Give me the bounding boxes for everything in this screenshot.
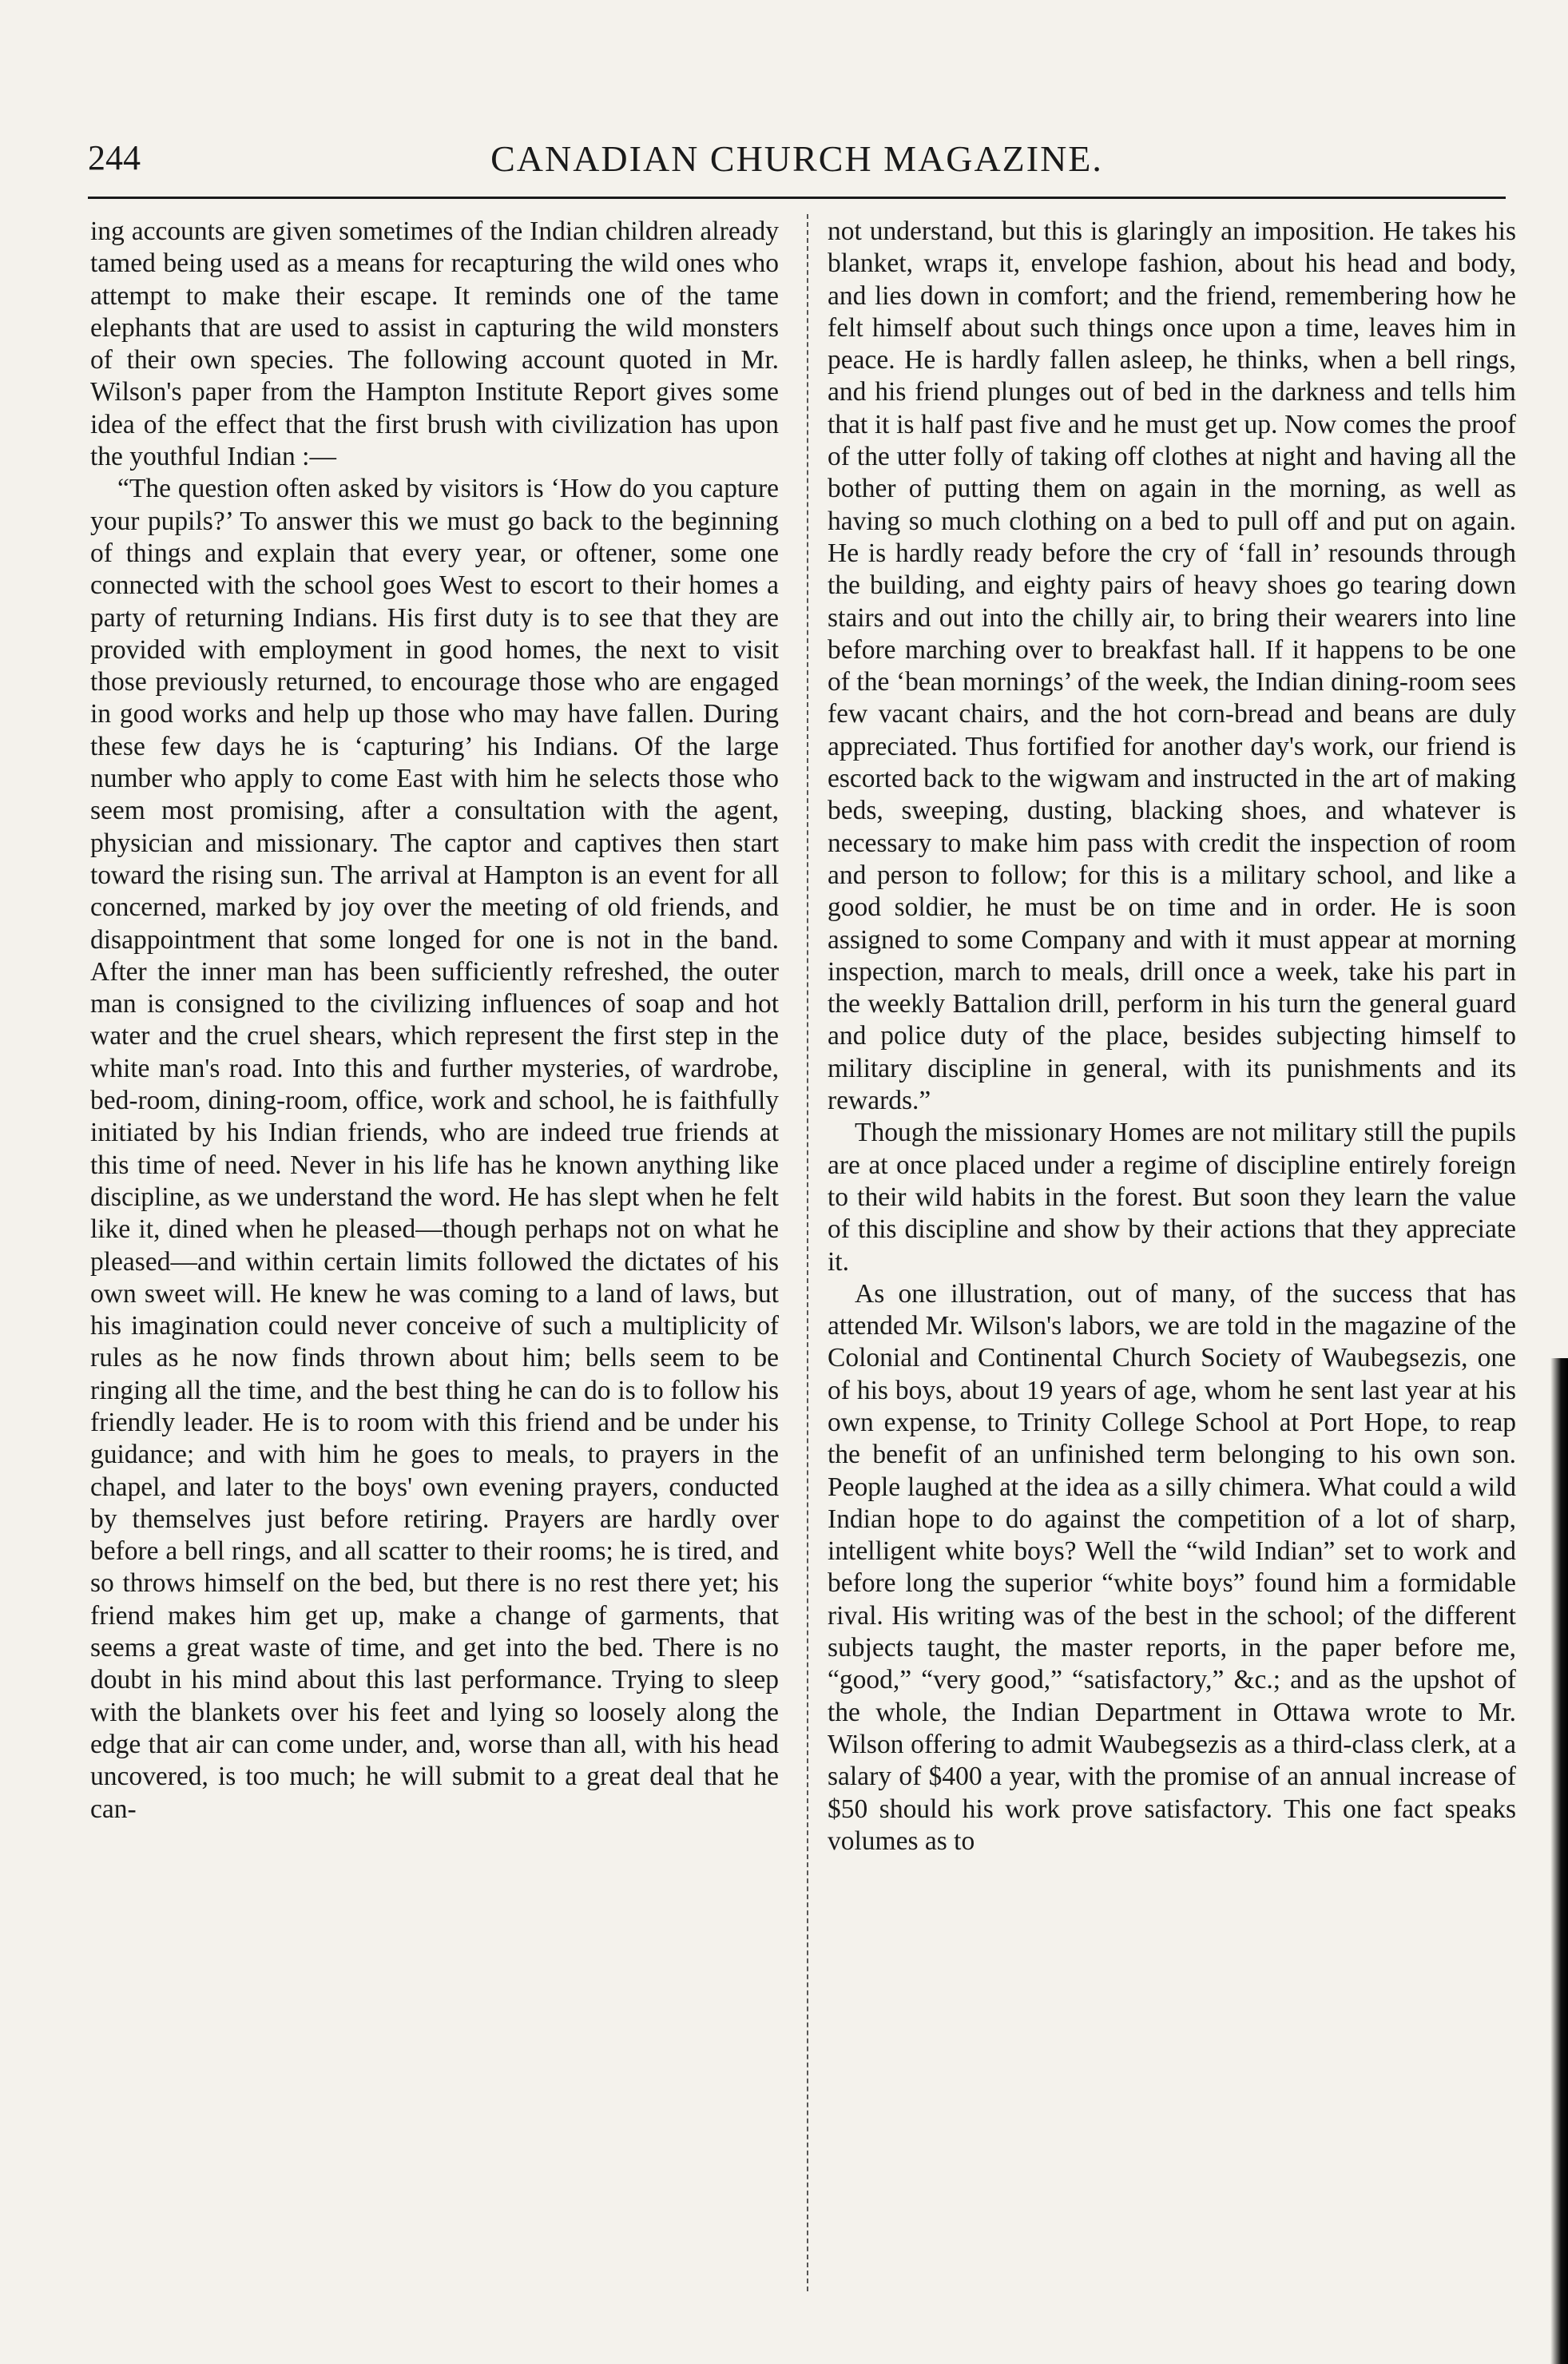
page-header (88, 137, 1506, 193)
paragraph: ing accounts are given sometimes of the Indian children already tamed being used as a means for recapturing the wild ones who attempt to make their escape. It reminds one of the tame elephants that are used to assist in capturing the wild monsters of their own species. The following account quoted in Mr. Wilson's paper from the Hampton Institute Report gives some idea of the effect that the first brush with civilization has upon the youthful Indian :— (90, 217, 779, 472)
paragraph: As one illustration, out of many, of the success that has attended Mr. Wilson's labors, we are told in the magazine of the Colonial and Continental Church Society of Waubegsezis, one of his boys, about 19 years of age, whom he sent last year at his own expense, to Trinity College School at Port Hope, to reap the benefit of an unfinished term belonging to his own son. People laughed at the idea as a silly chimera. What could a wild Indian hope to do against the competition of a lot of sharp, intelligent white boys? Well the “wild Indian” set to work and before long the superior “white boys” found him a formidable rival. His writing was of the best in the school; of the different subjects taught, the master reports, in the paper before me, “good,” “very good,” “satisfactory,” &c.; and as the upshot of the whole, the Indian Department in Ottawa wrote to Mr. Wilson offering to admit Waubegsezis as a third-class clerk, at a salary of $400 a year, with the promise of an annual increase of $50 should his work prove satisfactory. This one fact speaks volumes as to (828, 1278, 1516, 1856)
running-title: CANADIAN CHURCH MAGAZINE. (490, 138, 1103, 179)
page-edge-shadow (1550, 1358, 1568, 2364)
page-number: 244 (88, 138, 141, 177)
left-column (90, 216, 779, 2309)
paragraph: Though the missionary Homes are not military still the pupils are at once placed under a regime of discipline entirely foreign to their wild habits in the forest. But soon they learn the value of this discipline and show by their actions that they appreciate it. (828, 1118, 1516, 1277)
paragraph: “The question often asked by visitors is ‘How do you capture your pupils?’ To answer this we must go back to the beginning of things and explain that every year, or oftener, some one connected with the school goes West to escort to their homes a party of returning Indians. His first duty is to see that they are provided with employment in good homes, the next to visit those previously returned, to encourage those who are engaged in good works and help up those who may have fallen. During these few days he is ‘capturing’ his Indians. Of the large number who apply to come East with him he selects those who seem most promising, after a consultation with the agent, physician and missionary. The captor and captives then start toward the rising sun. The arrival at Hampton is an event for all concerned, marked by joy over the meeting of old friends, and disappointment that some longed for one is not in the band. After the inner man has been sufficiently refreshed, the outer man is consigned to the civilizing influences of soap and hot water and the cruel shears, which represent the first step in the white man's road. Into this and further mysteries, of wardrobe, bed-room, dining-room, office, work and school, he is faithfully initiated by his Indian friends, who are indeed true friends at this time of need. Never in his life has he known anything like discipline, as we understand the word. He has slept when he felt like it, dined when he pleased—though perhaps not on what he pleased—and within certain limits followed the dictates of his own sweet will. He knew he was coming to a land of laws, but his imagination could never conceive of such a multiplicity of rules as he now finds thrown about him; bells seem to be ringing all the time, and the best thing he can do is to follow his friendly leader. He is to room with this friend and be under his guidance; and with him he goes to meals, to prayers in the chapel, and later to the boys' own evening prayers, conducted by themselves just before retiring. Prayers are hardly over before a bell rings, and all scatter to their rooms; he is tired, and so throws himself on the bed, but there is no rest there yet; his friend makes him get up, make a change of garments, that seems a great waste of time, and get into the bed. There is no doubt in his mind about this last performance. Trying to sleep with the blankets over his feet and lying so loosely along the edge that air can come under, and, worse than all, with his head uncovered, is too much; he will submit to a great deal that he can- (90, 474, 779, 1824)
paragraph: not understand, but this is glaringly an imposition. He takes his blanket, wraps it, envelope fashion, about his head and body, and lies down in comfort; and the friend, remembering how he felt himself about such things once upon a time, leaves him in peace. He is hardly fallen asleep, he thinks, when a bell rings, and his friend plunges out of bed in the darkness and tells him that it is half past five and he must get up. Now comes the proof of the utter folly of taking off clothes at night and having all the bother of putting them on again in the morning, as well as having so much clothing on a bed to pull off and put on again. He is hardly ready before the cry of ‘fall in’ resounds through the building, and eighty pairs of heavy shoes go tearing down stairs and out into the chilly air, to bring their wearers into line before marching over to breakfast hall. If it happens to be one of the ‘bean mornings’ of the week, the Indian dining-room sees few vacant chairs, and the hot corn-bread and beans are duly appreciated. Thus fortified for another day's work, our friend is escorted back to the wigwam and instructed in the art of making beds, sweeping, dusting, blacking shoes, and whatever is necessary to make him pass with credit the inspection of room and person to follow; for this is a military school, and like a good soldier, he must be on time and in order. He is soon assigned to some Company and with it must appear at morning inspection, march to meals, drill once a week, take his part in the weekly Battalion drill, perform in his turn the general guard and police duty of the place, besides subjecting himself to military discipline in general, with its punishments and its rewards.” (828, 217, 1516, 1116)
column-divider (807, 214, 808, 2291)
header-rule (88, 197, 1506, 199)
right-column (828, 216, 1516, 2309)
